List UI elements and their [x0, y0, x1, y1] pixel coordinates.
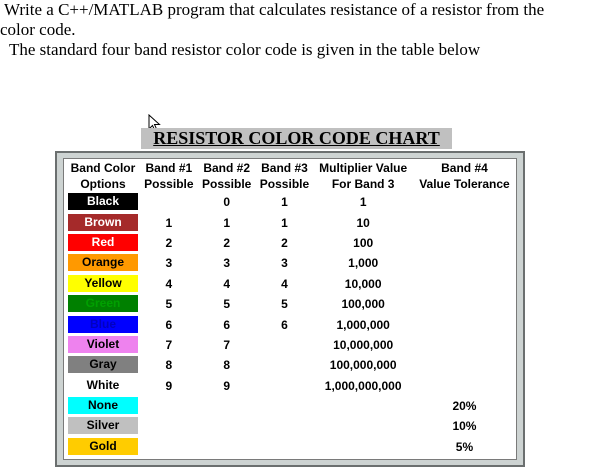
band-2-value: 9 [223, 378, 231, 393]
band-2-value [198, 437, 256, 457]
header-band-1: Band #1 Possible [144, 161, 194, 191]
table-row [66, 314, 516, 334]
band-3-value: 4 [281, 276, 288, 291]
band-3-value: 1 [281, 195, 288, 210]
table-row [66, 253, 516, 273]
band-1-value: 8 [165, 358, 173, 373]
color-swatch-orange: Orange [68, 254, 138, 271]
problem-statement [0, 0, 604, 60]
color-swatch-cell [66, 335, 140, 355]
band-1-value: 4 [165, 276, 173, 291]
tolerance-value [413, 335, 516, 355]
multiplier-value [313, 416, 413, 436]
color-swatch-white: White [68, 377, 138, 394]
tolerance-value [413, 233, 516, 253]
color-swatch-violet: Violet [68, 336, 138, 353]
color-swatch-cell [66, 314, 140, 334]
multiplier-value: 10,000,000 [333, 337, 394, 352]
color-swatch-cell [66, 396, 140, 416]
band-2-value: 7 [223, 337, 231, 352]
intro-line-1: Write a C++/MATLAB program that calculates resistance of a resistor from the [4, 0, 545, 19]
table-row [66, 212, 516, 232]
table-row [66, 192, 516, 212]
band-3-value: 3 [281, 256, 288, 271]
multiplier-value: 10,000 [344, 276, 382, 291]
multiplier-value: 1,000,000,000 [324, 378, 402, 393]
band-3-value [256, 335, 314, 355]
band-3-value [256, 355, 314, 375]
color-swatch-brown: Brown [68, 214, 138, 231]
band-3-value [256, 416, 314, 436]
color-swatch-cell [66, 274, 140, 294]
header-band-2: Band #2 Possible [201, 161, 252, 191]
band-2-value: 6 [223, 317, 231, 332]
band-1-value: 2 [165, 235, 173, 250]
header-band-3: Band #3 Possible [259, 161, 310, 191]
band-1-value: 3 [165, 256, 173, 271]
color-swatch-cell [66, 437, 140, 457]
band-1-value [140, 192, 198, 212]
multiplier-value: 100,000 [341, 297, 385, 312]
header-band-color: Band Color Options [70, 161, 136, 191]
band-3-value: 6 [281, 317, 288, 332]
color-swatch-gray: Gray [68, 356, 138, 373]
color-swatch-cell [66, 192, 140, 212]
band-1-value: 9 [165, 378, 173, 393]
table-header-row [66, 160, 516, 192]
color-code-chart-frame [55, 151, 525, 467]
band-2-value: 4 [223, 276, 231, 291]
band-3-value [256, 437, 314, 457]
band-1-value: 7 [165, 337, 173, 352]
table-row [66, 335, 516, 355]
tolerance-value [413, 314, 516, 334]
band-3-value [256, 376, 314, 396]
color-swatch-cell [66, 376, 140, 396]
band-1-value: 5 [165, 297, 173, 312]
band-2-value: 2 [223, 235, 231, 250]
color-swatch-cell [66, 294, 140, 314]
band-2-value: 3 [223, 256, 231, 271]
tolerance-value [413, 192, 516, 212]
tolerance-value [413, 274, 516, 294]
band-3-value: 2 [281, 235, 288, 250]
chart-title: RESISTOR COLOR CODE CHART [141, 128, 452, 149]
table-row [66, 233, 516, 253]
header-tolerance: Band #4 Value Tolerance [419, 161, 510, 191]
color-swatch-blue: Blue [68, 316, 138, 333]
tolerance-value [413, 376, 516, 396]
band-2-value: 0 [223, 195, 231, 210]
color-swatch-silver: Silver [68, 417, 138, 434]
band-1-value [140, 416, 198, 436]
color-swatch-red: Red [68, 234, 138, 251]
multiplier-value: 10 [356, 215, 370, 230]
header-multiplier: Multiplier Value For Band 3 [319, 161, 408, 191]
table-row [66, 437, 516, 457]
band-1-value [140, 437, 198, 457]
band-1-value: 6 [165, 317, 173, 332]
color-swatch-black: Black [68, 193, 138, 210]
intro-line-2: color code. [0, 20, 76, 39]
band-3-value [256, 396, 314, 416]
band-3-value: 1 [281, 215, 288, 230]
band-2-value: 1 [223, 215, 231, 230]
color-swatch-cell [66, 355, 140, 375]
multiplier-value [313, 437, 413, 457]
color-swatch-green: Green [68, 295, 138, 312]
color-swatch-gold: Gold [68, 438, 138, 455]
color-swatch-cell [66, 233, 140, 253]
tolerance-value [413, 355, 516, 375]
color-swatch-none: None [68, 397, 138, 414]
band-2-value: 8 [223, 358, 231, 373]
table-row [66, 355, 516, 375]
table-row [66, 274, 516, 294]
multiplier-value: 1 [359, 195, 367, 210]
tolerance-value: 10% [452, 419, 477, 434]
band-2-value: 5 [223, 297, 231, 312]
multiplier-value [313, 396, 413, 416]
band-1-value: 1 [165, 215, 173, 230]
color-code-table [66, 160, 516, 457]
table-row [66, 396, 516, 416]
band-3-value: 5 [281, 297, 288, 312]
color-swatch-yellow: Yellow [68, 275, 138, 292]
band-2-value [198, 416, 256, 436]
color-swatch-cell [66, 212, 140, 232]
table-row [66, 416, 516, 436]
tolerance-value: 5% [455, 439, 474, 454]
color-code-chart-panel [63, 158, 517, 460]
multiplier-value: 100,000,000 [329, 358, 397, 373]
multiplier-value: 100 [353, 235, 374, 250]
table-row [66, 376, 516, 396]
band-1-value [140, 396, 198, 416]
intro-line-3: The standard four band resistor color code is given in the table below [9, 40, 481, 59]
tolerance-value [413, 212, 516, 232]
color-swatch-cell [66, 253, 140, 273]
tolerance-value: 20% [452, 399, 477, 414]
band-2-value [198, 396, 256, 416]
color-swatch-cell [66, 416, 140, 436]
multiplier-value: 1,000,000 [336, 317, 390, 332]
table-row [66, 294, 516, 314]
tolerance-value [413, 253, 516, 273]
tolerance-value [413, 294, 516, 314]
multiplier-value: 1,000 [348, 256, 379, 271]
